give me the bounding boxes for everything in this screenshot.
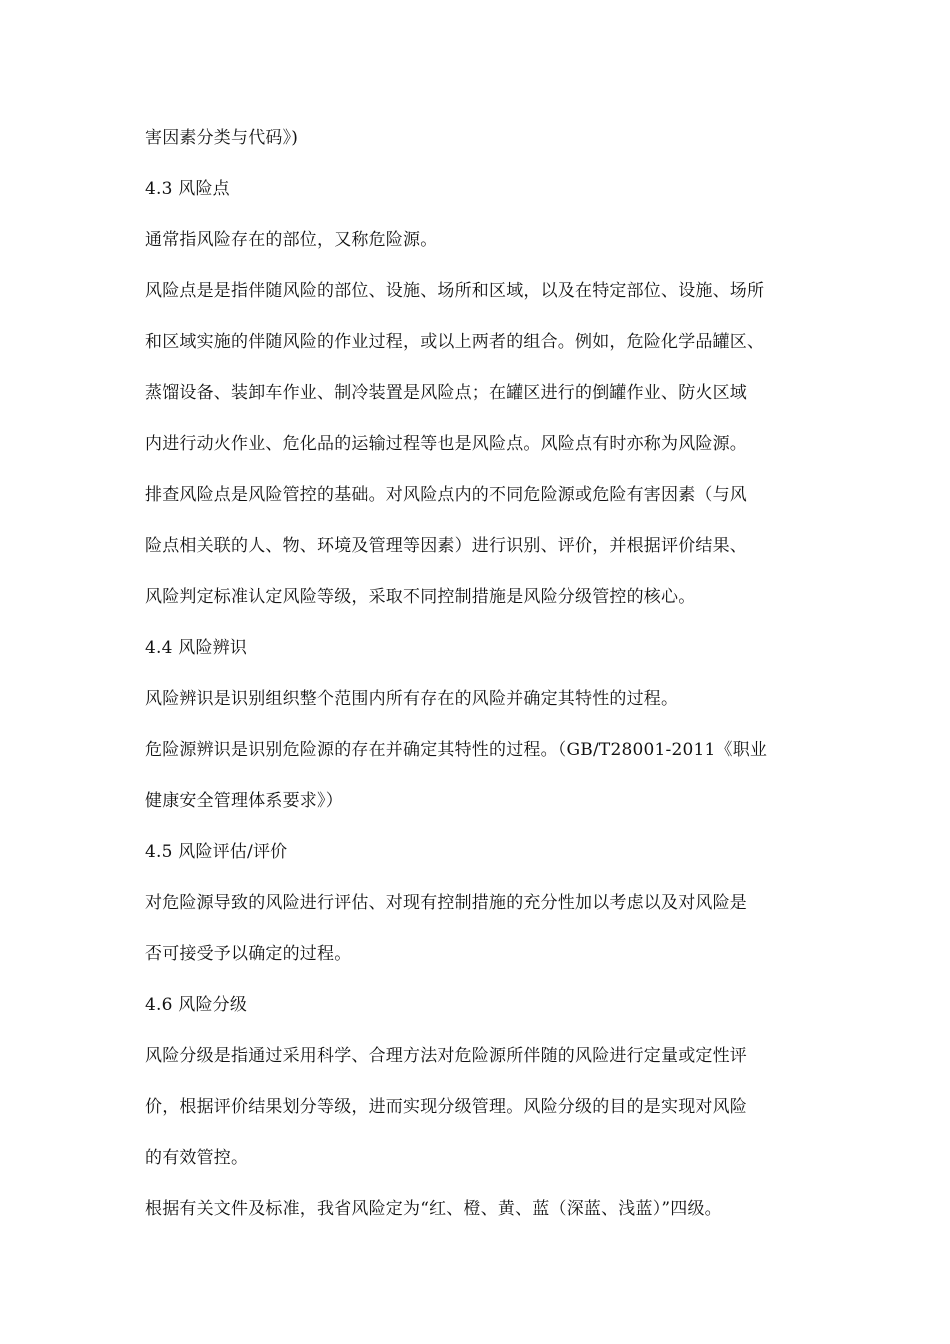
text-line-risk-control-para-3: 风险判定标准认定风险等级，采取不同控制措施是风险分级管控的核心。 <box>145 587 696 607</box>
text-line-hazard-identification-2: 健康安全管理体系要求》） <box>145 791 343 811</box>
section-heading-4-5: 4.5 风险评估/评价 <box>145 842 288 862</box>
section-heading-4-3: 4.3 风险点 <box>145 179 230 199</box>
text-line-risk-grading-3: 的有效管控。 <box>145 1148 249 1168</box>
text-line-risk-grading-2: 价，根据评价结果划分等级，进而实现分级管理。风险分级的目的是实现对风险 <box>145 1097 747 1117</box>
text-line-risk-grading-1: 风险分级是指通过采用科学、合理方法对危险源所伴随的风险进行定量或定性评 <box>145 1046 747 1066</box>
text-line-risk-control-para-1: 排查风险点是风险管控的基础。对风险点内的不同危险源或危险有害因素（与风 <box>145 485 747 505</box>
section-heading-4-4: 4.4 风险辨识 <box>145 638 248 658</box>
text-line-risk-point-para-3: 蒸馏设备、装卸车作业、制冷装置是风险点；在罐区进行的倒罐作业、防火区域 <box>145 383 747 403</box>
text-line-risk-levels: 根据有关文件及标准，我省风险定为“红、橙、黄、蓝（深蓝、浅蓝）”四级。 <box>145 1199 722 1219</box>
text-line-risk-point-para-4: 内进行动火作业、危化品的运输过程等也是风险点。风险点有时亦称为风险源。 <box>145 434 747 454</box>
text-line-hazard-classification-end: 害因素分类与代码》) <box>145 128 299 148</box>
text-line-risk-assessment-2: 否可接受予以确定的过程。 <box>145 944 352 964</box>
text-line-risk-point-definition: 通常指风险存在的部位，又称危险源。 <box>145 230 438 250</box>
section-heading-4-6: 4.6 风险分级 <box>145 995 248 1015</box>
text-line-risk-control-para-2: 险点相关联的人、物、环境及管理等因素）进行识别、评价，并根据评价结果、 <box>145 536 747 556</box>
text-line-risk-assessment-1: 对危险源导致的风险进行评估、对现有控制措施的充分性加以考虑以及对风险是 <box>145 893 747 913</box>
text-line-risk-point-para-2: 和区域实施的伴随风险的作业过程，或以上两者的组合。例如，危险化学品罐区、 <box>145 332 765 352</box>
text-line-hazard-identification-1: 危险源辨识是识别危险源的存在并确定其特性的过程。（GB/T28001-2011《职业 <box>145 740 768 760</box>
text-line-risk-identification: 风险辨识是识别组织整个范围内所有存在的风险并确定其特性的过程。 <box>145 689 679 709</box>
text-line-risk-point-para-1: 风险点是是指伴随风险的部位、设施、场所和区域，以及在特定部位、设施、场所 <box>145 281 765 301</box>
